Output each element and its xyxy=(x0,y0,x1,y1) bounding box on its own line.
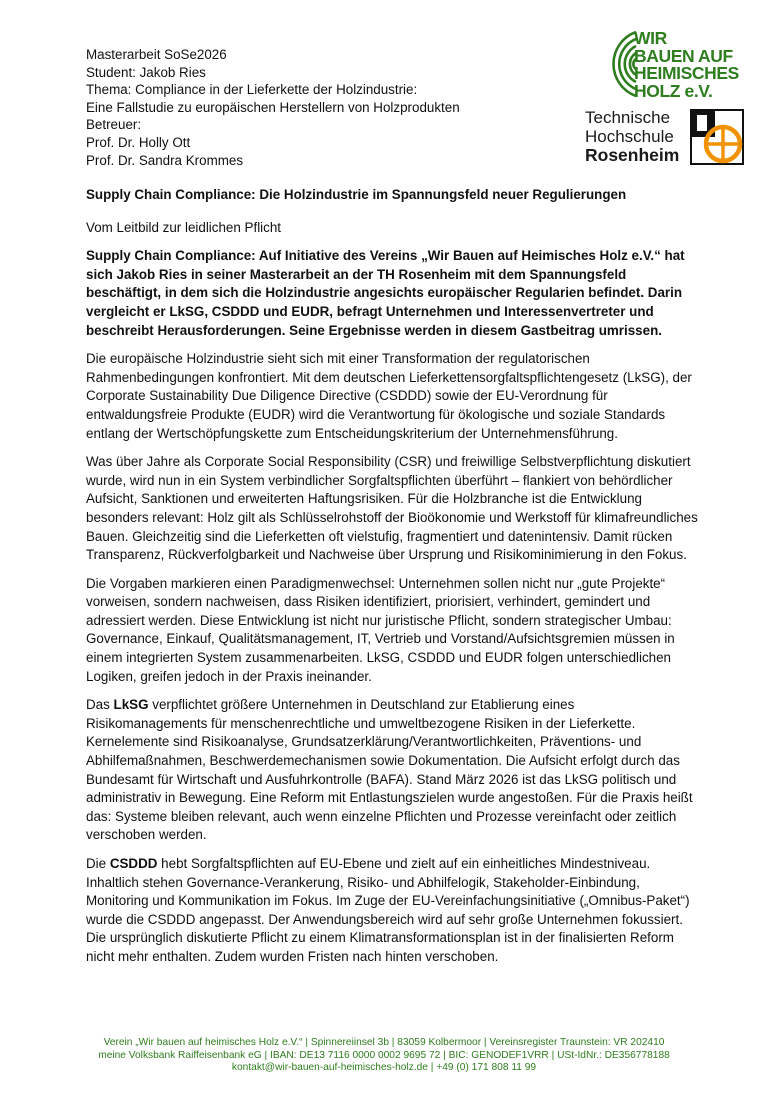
meta-line: Prof. Dr. Sandra Krommes xyxy=(86,152,244,168)
meta-line: Thema: Compliance in der Lieferkette der Holzindustrie: xyxy=(86,82,418,98)
holz-logo xyxy=(596,28,739,102)
text-run: hebt Sorgfaltspflichten auf EU-Ebene und zielt auf ein einheitliches Mindestniveau. Inhaltlich stehen Governance-Verankerung, Risiko- und Abhilfelogik, Stakeholder-Einbindung, Monitoring und Kommunikation im Fokus. Im Zuge der EU-Vereinfachungsinitiative („Omnibus-Paket“) wurde die CSDDD angepasst. Der Anwendungsbereich wird auf sehr große Unternehmen fokussiert. Die ursprünglich diskutierte Pflicht zu einem Klimatransformationsplan ist in der finalisierten Reform nicht mehr enthalten. Zudem wurden Fristen nach hinten verschoben. xyxy=(86,856,690,964)
holz-logo-line: BAUEN AUF xyxy=(634,45,733,66)
meta-line: Masterarbeit SoSe2026 xyxy=(86,47,227,62)
text-run: Das xyxy=(86,697,114,713)
footer-contact[interactable]: kontakt@wir-bauen-auf-heimisches-holz.de | +49 (0) 171 808 11 99 xyxy=(231,1062,537,1074)
text-run: Die xyxy=(86,856,110,871)
article-paragraph-csddd xyxy=(86,855,698,967)
article-lead: Supply Chain Compliance: Auf Initiative des Vereins „Wir Bauen auf Heimisches Holz e.V.“ hat sich Jakob Ries in seiner Masterarbeit an der TH Rosenheim mit dem Spannungsfeld beschäftigt, in dem sich die Holzindustrie angesichts europäischer Regularien befindet. Darin vergleicht er LkSG, CSDDD und EUDR, befragt Unternehmen und Interessenvertreter und beschreibt Herausforderungen. Seine Ergebnisse werden in diesem Gastbeitrag umrissen. xyxy=(86,248,685,338)
th-logo-line: Rosenheim xyxy=(585,145,680,165)
holz-logo-line: HEIMISCHES xyxy=(634,63,739,84)
footer-line: Verein „Wir bauen auf heimisches Holz e.V.“ | Spinnereiinsel 3b | 83059 Kolbermoor | Vereinsregister Traunstein: VR 202410 xyxy=(103,1037,665,1048)
holz-logo-line: HOLZ e.V. xyxy=(634,80,713,101)
th-logo-line: Technische xyxy=(585,108,671,127)
article-paragraph-lksg xyxy=(86,696,698,845)
th-emblem-icon xyxy=(689,108,745,166)
meta-line: Student: Jakob Ries xyxy=(86,64,206,80)
article-subtitle: Vom Leitbild zur leidlichen Pflicht xyxy=(86,219,282,235)
article xyxy=(86,186,698,977)
term-csddd: CSDDD xyxy=(109,856,158,871)
page-footer xyxy=(40,1037,728,1075)
article-paragraph: Die Vorgaben markieren einen Paradigmenwechsel: Unternehmen sollen nicht nur „gute Projekte“ vorweisen, sondern nachweisen, dass Risiken identifiziert, priorisiert, verhindert, gemindert und adressiert werden. Diese Entwicklung ist nicht nur juristische Pflicht, sondern strategischer Umbau: Governance, Einkauf, Qualitätsmanagement, IT, Vertrieb und Vorstand/Aufsichtsgremien müssen in einem integrierten System zusammenarbeiten. LkSG, CSDDD und EUDR folgen unterschiedlichen Logiken, greifen jedoch in der Praxis ineinander. xyxy=(86,575,675,684)
term-lksg: LkSG xyxy=(113,697,149,713)
meta-line: Prof. Dr. Holly Ott xyxy=(86,134,191,150)
meta-line: Betreuer: xyxy=(86,117,142,133)
footer-line: meine Volksbank Raiffeisenbank eG | IBAN: DE13 7116 0000 0002 9695 72 | BIC: GENODEF1VRR | USt-IdNr.: DE356778188 xyxy=(98,1049,670,1061)
article-headline: Supply Chain Compliance: Die Holzindustrie im Spannungsfeld neuer Regulierungen xyxy=(86,187,627,202)
th-logo-line: Hochschule xyxy=(585,127,674,146)
article-paragraph: Was über Jahre als Corporate Social Responsibility (CSR) und freiwillige Selbstverpflichtung diskutiert wurde, wird nun in ein System verbindlicher Sorgfaltspflichten überführt – flankiert von behördlicher Aufsicht, Sanktionen und erweiterten Haftungsrisiken. Für die Holzbranche ist die Entwicklung besonders relevant: Holz gilt als Schlüsselrohstoff der Bioökonomie und Werkstoff für klimafreundliches Bauen. Gleichzeitig sind die Lieferketten oft vielstufig, fragmentiert und datenintensiv. Damit rücken Transparenz, Rückverfolgbarkeit und Nachweise über Ursprung und Risikominimierung in den Fokus. xyxy=(86,454,698,563)
article-paragraph: Die europäische Holzindustrie sieht sich mit einer Transformation der regulatorischen Rahmenbedingungen konfrontiert. Mit dem deutschen Lieferkettensorgfaltspflichtengesetz (LkSG), der Corporate Sustainability Due Diligence Directive (CSDDD) sowie der EU-Verordnung für entwaldungsfreie Produkte (EUDR) wird die Verantwortung für ökologische und soziale Standards entlang der Wertschöpfungskette zum Entscheidungskriterium der Unternehmensführung. xyxy=(86,351,692,441)
holz-logo-line: WIR xyxy=(634,28,667,48)
text-run: verpflichtet größere Unternehmen in Deutschland zur Etablierung eines Risikomanagements für menschenrechtliche und umweltbezogene Risiken in der Lieferkette. Kernelemente sind Risikoanalyse, Grundsatzerklärung/Verantwortlichkeiten, Präventions- und Abhilfemaßnahmen, Beschwerdemechanismen sowie Dokumentation. Die Aufsicht erfolgt durch das Bundesamt für Wirtschaft und Ausfuhrkontrolle (BAFA). Stand März 2026 ist das LkSG politisch und administrativ in Bewegung. Eine Reform mit Entlastungszielen wurde angestoßen. Für die Praxis heißt das: Systeme bleiben relevant, auch wenn einzelne Pflichten und Prozesse vereinfacht oder zeitlich verschoben werden. xyxy=(86,697,693,843)
thesis-meta xyxy=(86,46,546,169)
th-logo-text xyxy=(585,108,679,165)
th-rosenheim-logo xyxy=(585,108,745,168)
meta-line: Eine Fallstudie zu europäischen Herstellern von Holzprodukten xyxy=(86,99,460,115)
holz-logo-text xyxy=(634,30,739,100)
